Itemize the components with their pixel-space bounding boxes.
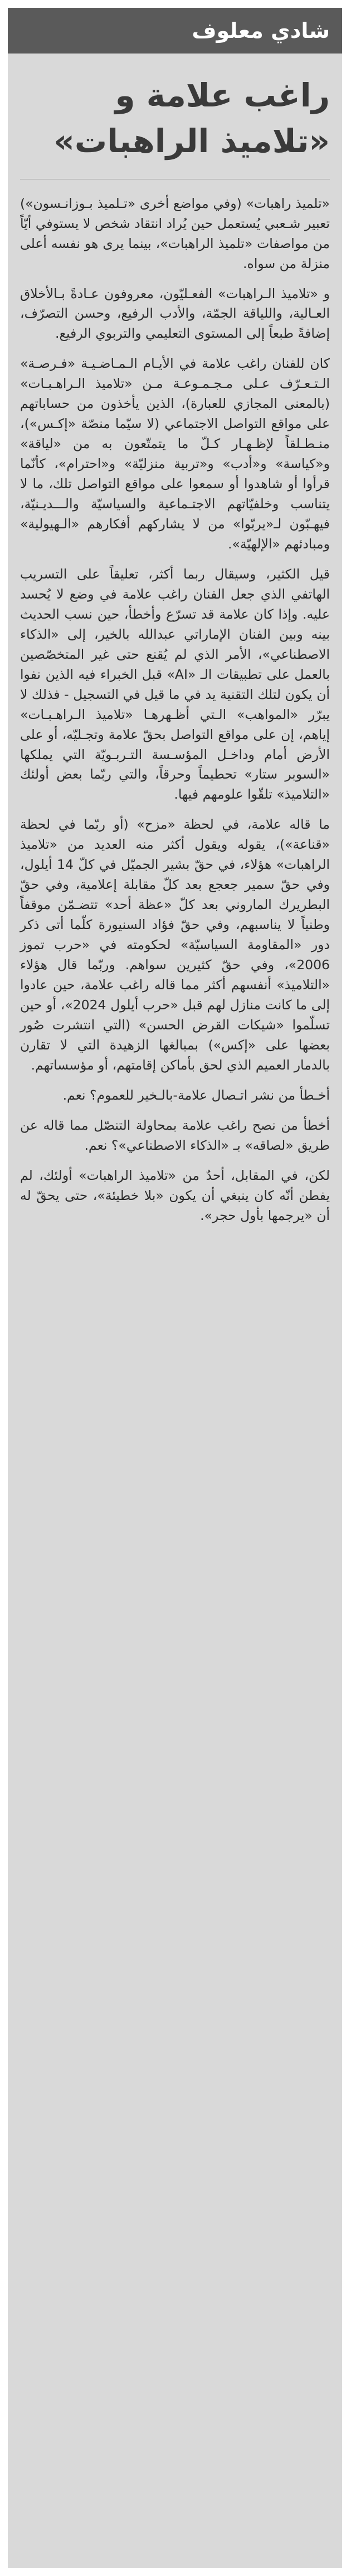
article-headline: راغب علامة و «تلاميذ الراهبات» — [53, 76, 330, 161]
article-paragraph: أخـطأ من نشر اتـصال علامة-بالـخير للعموم؟ نعم. — [62, 1087, 330, 1103]
article-paragraph: أخطأ من نصح راغب علامة بمحاولة التنصّل مما قاله عن طريق «لصاقه» بـ «الذكاء الاصطناعي»؟ نعم. — [20, 1117, 330, 1153]
article-paragraph: قيل الكثير، وسيقال ربما أكثر، تعليقاً على التسريب الهاتفي الذي جعل الفنان راغب علامة في وضع لا يُحسد عليه. وإذا كان علامة قد تسرّع وأخطأ، حين نسب الحديث بينه وبين الفنان الإماراتي عبدالله بالخير، إلى «الذكاء الاصطناعي»، الأمر الذي لم يُقنع حتى غير المتخصّصين بالعمل على تطبيقات الـ «AI» قبل الخبراء فيه الذين نفوا أن يكون لتلك التقنية يد في ما قيل في التسجيل - فذلك لا يبرّر «المواهب» الـتي أظـهرهـا «تلاميذ الـراهـبـات» إياهم، إن على مواقع التواصل بحقّ علامة وتجـليّه، أو على الأرض أمام وداخـل المؤسـسة التـربـويّة التي يملكها «السوبر ستار» تحطيماً وحرقاً، والتي ربّما بعض أولئك «التلاميذ» تلقّوا علومهم فيها. — [20, 566, 330, 803]
article-paragraph: كان للفنان راغب علامة في الأيـام الـمـاضـيـة «فـرصـة» الـتـعـرّف عـلى مـجـمـوعـة مـن «تلاميذ الـراهـبـات» (بالمعنى المجازي للعبارة)، الذين يأخذون من حساباتهم على مواقع التواصل الاجتماعي (لا سيّما منصّة «إكـس»)، منـطـلقاً لإظـهـار كـلّ ما يتمتّعون به من «لياقة» و«كياسة» و«أدب» و«تربية منزليّة» و«احترام»، كأنّما قرأوا أو شاهدوا أو سمعوا على مواقع التواصل تلك، ما لا يتناسب وخلفيّاتهم الاجتـماعية والسياسيّة والـــديـنيّة، فيهـبّون لـ«يربّوا» من لا يشاركهم أفكارهم «الـهيولية» ومبادئهم «الإلهيّة». — [20, 356, 330, 552]
article-paragraph: و «تلاميذ الـراهبات» الفعـليّون، معروفون عـادةً بـالأخلاق العـالية، واللياقة الجمّة، والأدب الرفيع، وحسن التصرّف، إضافةً طبعاً إلى المستوى التعليمي والتربوي الرفيع. — [20, 285, 330, 342]
article-paragraph: «تلميذ راهبات» (وفي مواضع أخرى «تـلميذ بـوزانـسون») تعبير شـعبي يُستعمل حين يُراد انتقاد شخص لا يستوفي أيّاً من مواصفات «تلميذ الراهبات»، بينما يرى هو نفسه أعلى منزلة من سواه. — [20, 195, 330, 271]
author-header — [8, 8, 342, 54]
author-name[interactable]: شادي معلوف — [192, 18, 330, 43]
article-paragraph: لكن، في المقابل، أحدٌ من «تلاميذ الراهبات» أولئك، لم يفطن أنّه كان ينبغي أن يكون «بلا خطيئة»، حتى يحقّ له أن «يرجمها بأول حجر». — [20, 1167, 330, 1223]
opinion-column — [8, 8, 342, 2568]
article-body — [20, 194, 330, 1226]
article-paragraph: ما قاله علامة، في لحظة «مزح» (أو ربّما في لحظة «قناعة»)، يقوله ويقول أكثر منه العديد من «تلاميذ الراهبات» هؤلاء، في حقّ بشير الجميّل في كلّ 14 أيلول، وفي حقّ سمير جعجع بعد كلّ مقابلة إعلامية، وفي حقّ البطريرك الماروني بعد كلّ «عظة أحد» تتضـمّن موقفاً وطنياً لا يناسبهم، وفي حقّ فؤاد السنيورة كلّما أتى ذكر دور «المقاومة السياسيّة» لحكومته في «حرب تموز 2006»، وفي حقّ كثيرين سواهم. وربّما قال هؤلاء «التلاميذ» أنفسهم أكثر مما قاله راغب علامة، حين عادوا إلى ما كانت منازل لهم قبل «حرب أيلول 2024»، أو حين تسلّموا «شيكات القرض الحسن» (التي انتشرت صُور بعضها على «إكس») بمبالغها الزهيدة التي لا تقارن بالدمار العميم الذي لحق بأماكن إقامتهم، أو مؤسساتهم. — [20, 816, 330, 1073]
